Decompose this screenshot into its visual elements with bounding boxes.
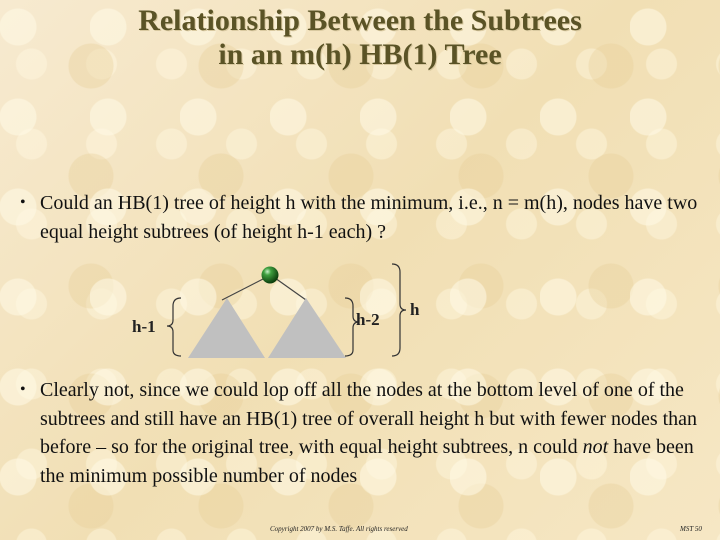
label-h-minus-2: h-2 [356,310,380,329]
root-node-icon [262,267,279,284]
copyright-notice: Copyright 2007 by M.S. Taffe. All rights reserved [270,525,408,533]
answer-text-part-1: Clearly not, since we could lop off all the nodes at the bottom level of one of the subtrees and still have an HB(1) tree of overall height h but with fewer nodes than before – so for the original tree, with equal height subtrees, n could [40,379,698,458]
slide-title [0,4,720,72]
edge-left [222,278,265,300]
left-brace-icon [167,298,181,356]
title-line-2: in an m(h) HB(1) Tree [218,38,502,71]
bullet-answer-text [40,376,700,490]
bullet-dot-icon: • [20,194,26,211]
page-number: MST 50 [680,525,702,533]
answer-text-part-2: have been the minimum possible number of nodes [40,436,694,487]
edge-right [275,278,306,300]
bullet-dot-icon: • [20,381,26,398]
label-height-h: h [410,300,420,319]
bullet-answer [20,376,700,490]
bullet-question-text: Could an HB(1) tree of height h with the minimum, i.e., n = m(h), nodes have two equal height subtrees (of height h-1 each) ? [40,192,698,243]
right-subtree-triangle [268,298,346,358]
bullet-question [20,189,700,246]
answer-emphasis: not [582,436,609,458]
title-line-1: Relationship Between the Subtrees [138,4,582,37]
label-h-minus-1: h-1 [132,317,156,336]
left-subtree-triangle [188,298,265,358]
height-brace-icon [392,264,406,356]
